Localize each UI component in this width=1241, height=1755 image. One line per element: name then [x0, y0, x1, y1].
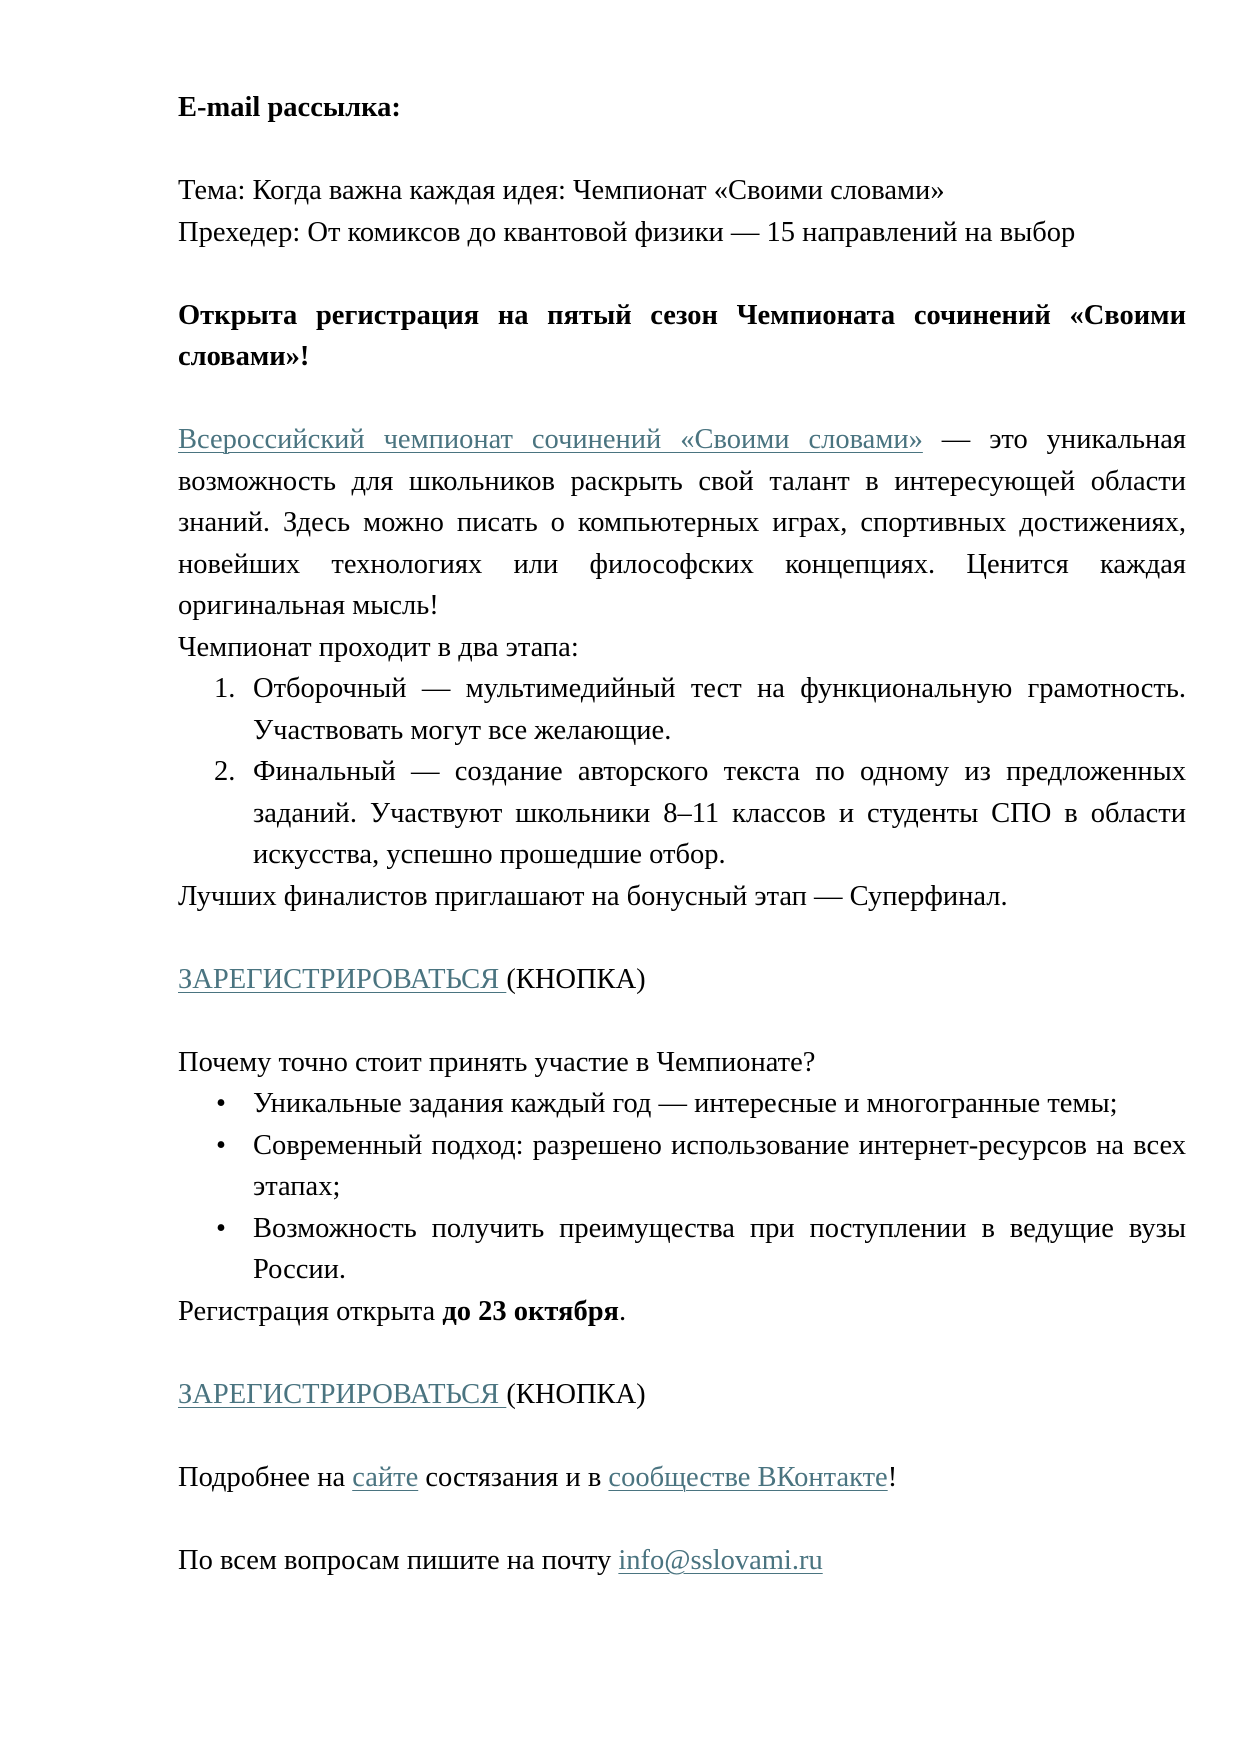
list-item — [178, 751, 1186, 876]
stage-text: Отборочный — мультимедийный тест на функциональную грамотность. Участвовать могут все желающие. — [253, 673, 1186, 746]
reason-text: Уникальные задания каждый год — интересные и многогранные темы; — [253, 1088, 1118, 1119]
stages-intro: Чемпионат проходит в два этапа: — [178, 631, 579, 663]
intro-text: — это уникальная возможность для школьников раскрыть свой талант в интересующей области знаний. Здесь можно писать о компьютерных играх, спортивных достижениях, новейших технологиях или философских концепциях. Ценится каждая оригинальная мысль! — [178, 424, 1186, 621]
bullet-icon: • — [216, 1129, 226, 1161]
list-item — [178, 1208, 1186, 1291]
reasons-list — [178, 1083, 1186, 1291]
register-button[interactable]: ЗАРЕГИСТРИРОВАТЬСЯ — [178, 963, 507, 995]
list-item — [178, 668, 1186, 751]
email-subject: Тема: Когда важна каждая идея: Чемпионат «Своими словами» — [178, 175, 945, 206]
register-button-line-1 — [178, 959, 1186, 1001]
deadline-text — [178, 1291, 1186, 1333]
stage-text: Финальный — создание авторского текста по одному из предложенных заданий. Участвуют школьники 8–11 классов и студенты СПО в области искусства, успешно прошедшие отбор. — [253, 756, 1186, 870]
list-item — [178, 1125, 1186, 1208]
site-link[interactable]: сайте — [352, 1461, 419, 1493]
document-heading: E-mail рассылка: — [178, 92, 401, 123]
more-middle: состязания и в — [418, 1461, 609, 1493]
list-item — [178, 1083, 1186, 1125]
more-prefix: Подробнее на — [178, 1461, 353, 1493]
deadline-prefix: Регистрация открыта — [178, 1295, 443, 1327]
announcement-heading: Открыта регистрация на пятый сезон Чемпионата сочинений «Своими словами»! — [178, 299, 1186, 372]
button-note: (КНОПКА) — [506, 963, 646, 995]
email-link[interactable]: info@sslovami.ru — [618, 1544, 823, 1576]
deadline-suffix: . — [618, 1295, 627, 1327]
email-document — [178, 0, 1186, 1581]
reason-text: Современный подход: разрешено использование интернет-ресурсов на всех этапах; — [253, 1129, 1186, 1202]
list-number: 2. — [214, 756, 236, 787]
contact-line — [178, 1540, 1186, 1582]
bullet-icon: • — [216, 1212, 226, 1244]
reason-text: Возможность получить преимущества при поступлении в ведущие вузы России. — [253, 1212, 1186, 1285]
vk-community-link[interactable]: сообществе ВКонтакте — [608, 1461, 888, 1493]
stages-list — [178, 668, 1186, 876]
championship-link[interactable]: Всероссийский чемпионат сочинений «Своими словами» — [178, 424, 923, 455]
superfinal-text: Лучших финалистов приглашают на бонусный этап — Суперфинал. — [178, 880, 1008, 912]
register-button-line-2 — [178, 1374, 1186, 1416]
button-note: (КНОПКА) — [506, 1378, 646, 1410]
intro-paragraph — [178, 419, 1186, 627]
email-preheader: Прехедер: От комиксов до квантовой физики — 15 направлений на выбор — [178, 216, 1076, 248]
why-title: Почему точно стоит принять участие в Чемпионате? — [178, 1046, 816, 1078]
list-number: 1. — [214, 673, 236, 704]
deadline-date: до 23 октября — [442, 1295, 619, 1327]
contact-prefix: По всем вопросам пишите на почту — [178, 1544, 619, 1576]
more-info — [178, 1457, 1186, 1499]
register-button[interactable]: ЗАРЕГИСТРИРОВАТЬСЯ — [178, 1378, 507, 1410]
bullet-icon: • — [216, 1088, 226, 1119]
more-suffix: ! — [887, 1461, 898, 1493]
